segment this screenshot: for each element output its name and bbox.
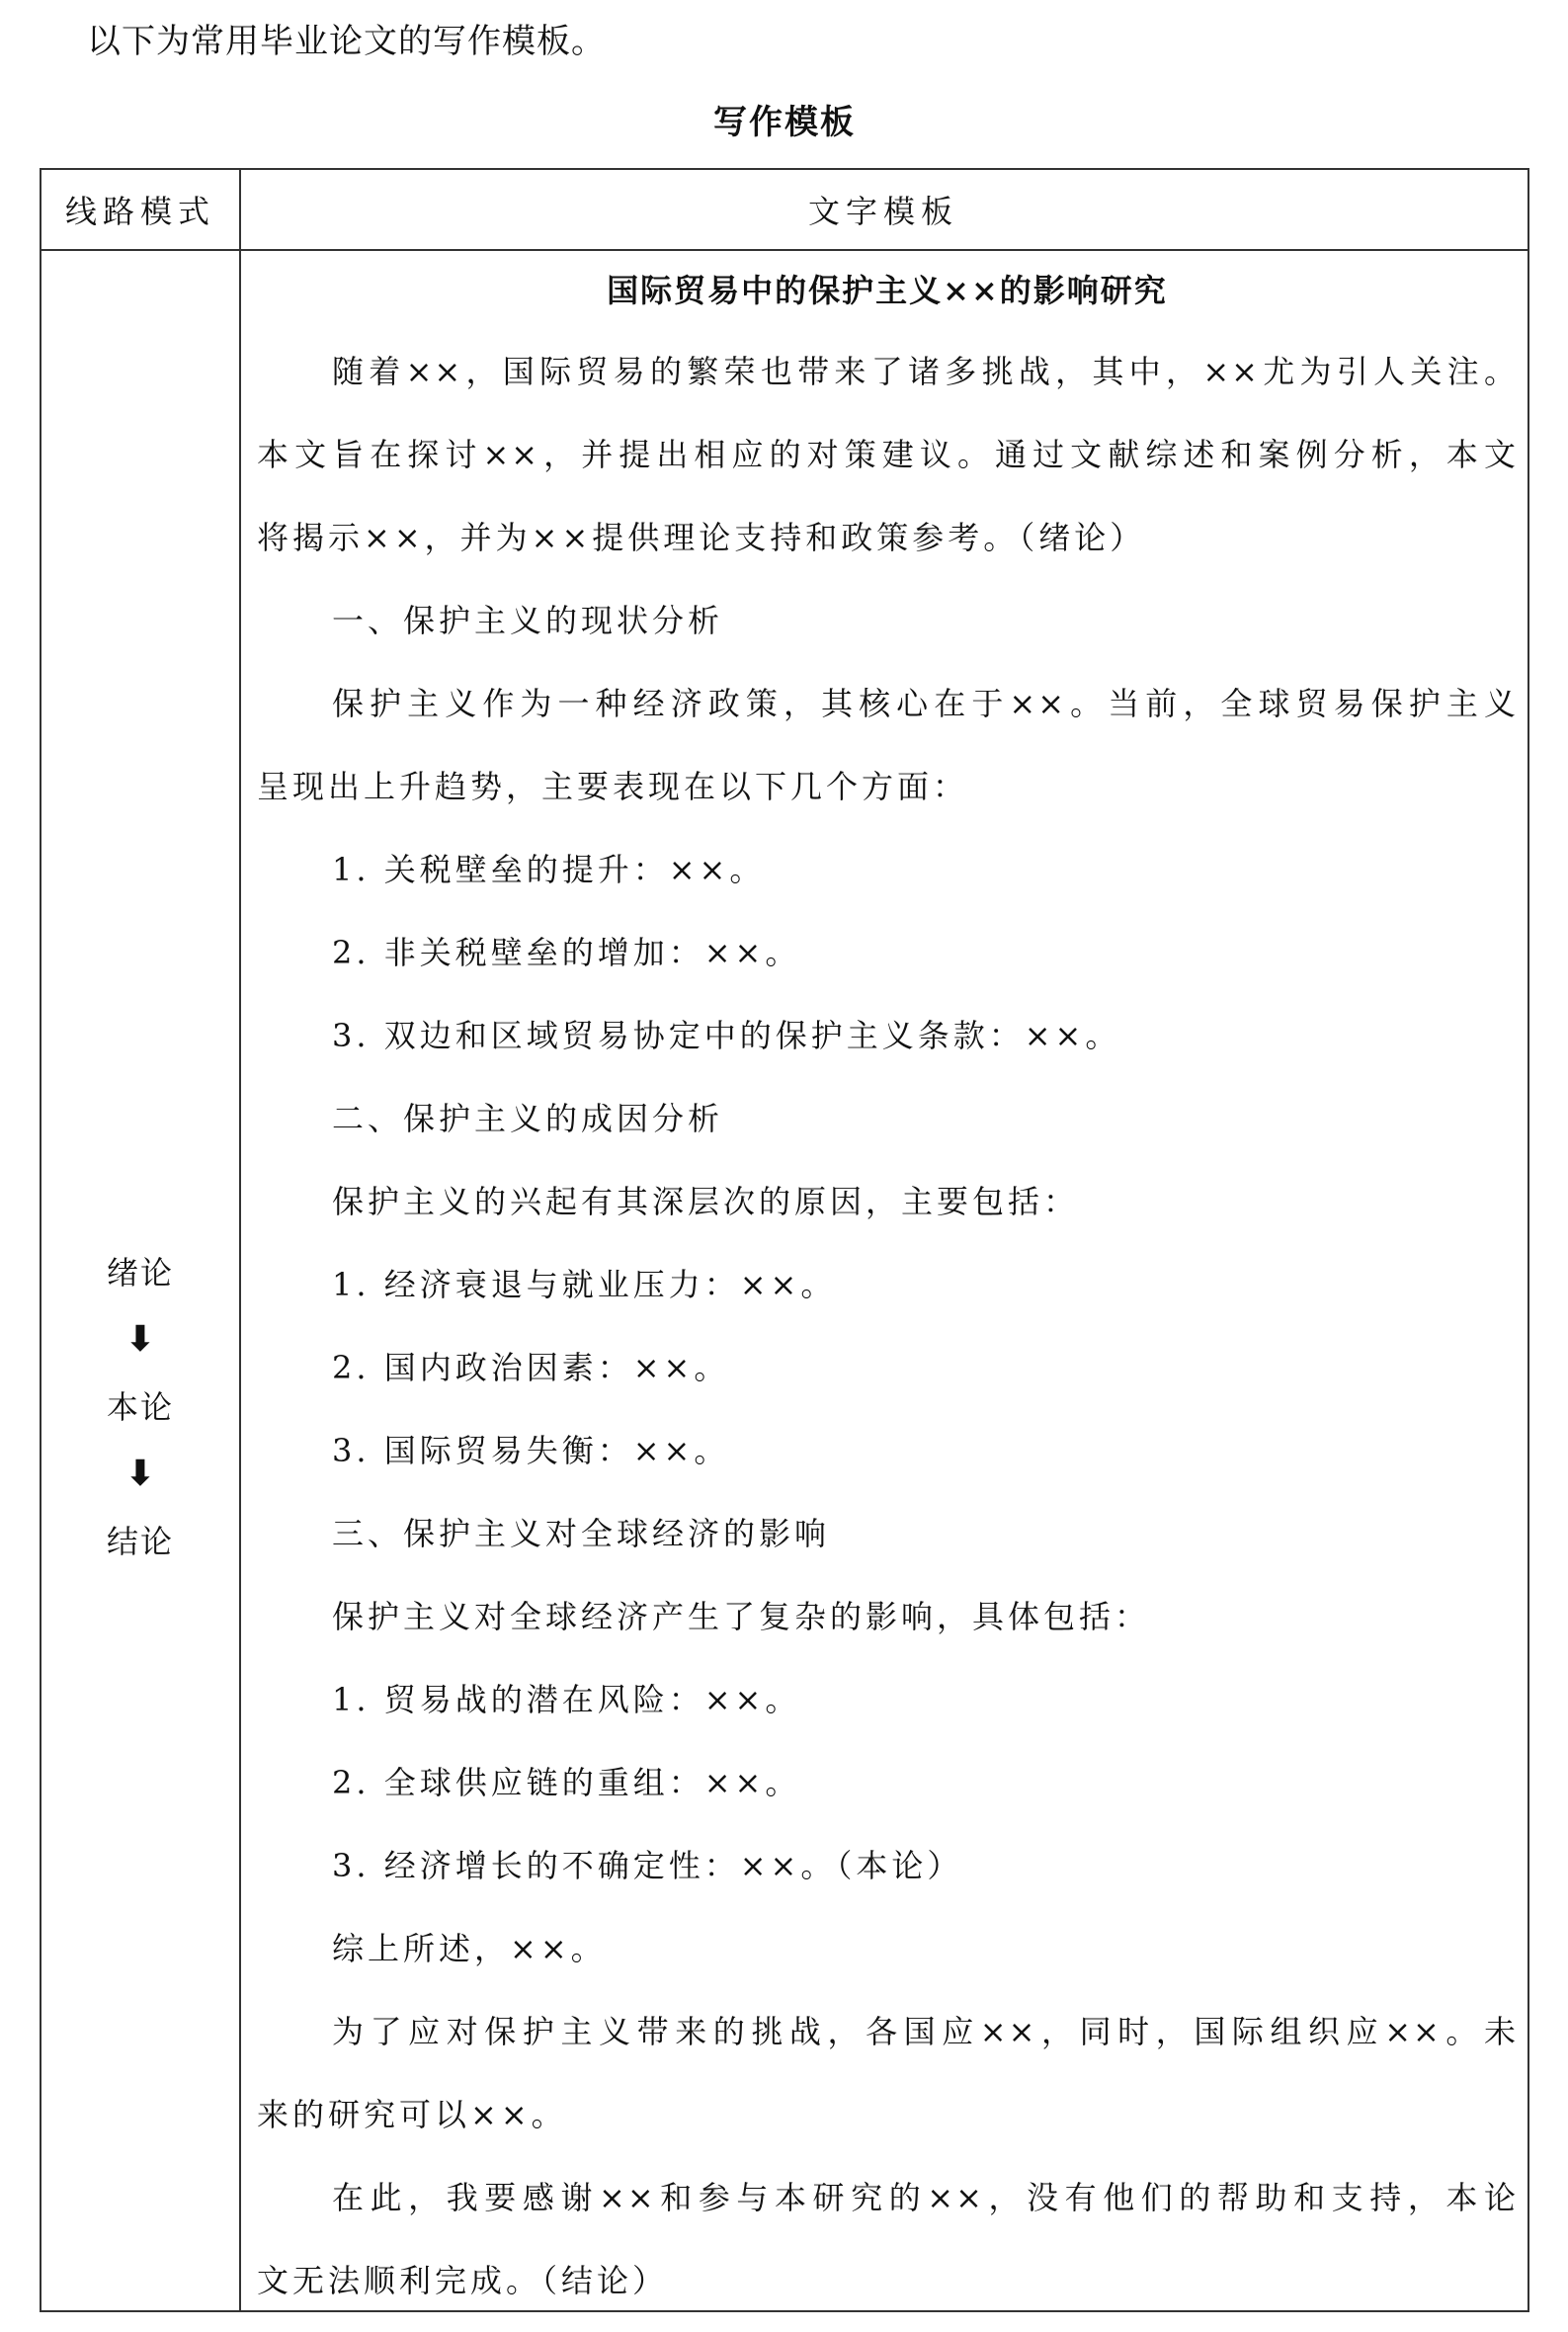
paragraph-line: 呈现出上升趋势，主要表现在以下几个方面： [257,768,969,805]
list-item: 2. 全球供应链的重组：××。 [332,1764,801,1801]
intro-text: 以下为常用毕业论文的写作模板。 [87,22,606,61]
list-item: 1. 经济衰退与就业压力：××。 [332,1266,837,1303]
list-item: 2. 非关税壁垒的增加：××。 [332,934,801,971]
paragraph-line: 保护主义的兴起有其深层次的原因，主要包括： [332,1183,1080,1220]
list-item: 3. 国际贸易失衡：××。 [332,1432,730,1469]
list-item: 1. 关税壁垒的提升：××。 [332,851,766,888]
paragraph-line: 本文旨在探讨××，并提出相应的对策建议。通过文献综述和案例分析，本文 [257,436,1518,473]
header-text-cell: 文字模板 [239,170,1527,251]
template-table [40,168,1529,2312]
article-title: 国际贸易中的保护主义××的影响研究 [607,272,1168,309]
mode-flow-column [41,251,239,2310]
paragraph-line: 综上所述，××。 [332,1930,607,1967]
document-title: 写作模板 [713,103,856,142]
list-item: 3. 经济增长的不确定性：××。（本论） [332,1847,963,1884]
list-item: 2. 国内政治因素：××。 [332,1349,730,1386]
paragraph-line: 来的研究可以××。 [257,2096,567,2133]
mode-conclusion-label: 结论 [106,1523,174,1560]
list-item: 1. 贸易战的潜在风险：××。 [332,1681,801,1718]
mode-intro-label: 绪论 [106,1254,174,1291]
arrow-down-icon: ⬇ [124,1454,156,1494]
section-heading: 一、保护主义的现状分析 [332,602,724,639]
paragraph-line: 文无法顺利完成。（结论） [257,2262,669,2299]
paragraph-line: 为了应对保护主义带来的挑战，各国应××，同时，国际组织应××。未 [332,2013,1518,2050]
section-heading: 三、保护主义对全球经济的影响 [332,1515,831,1552]
paragraph-line: 将揭示××，并为××提供理论支持和政策参考。（绪论） [257,519,1146,556]
template-text-cell [257,251,1518,2322]
paragraph-line: 保护主义作为一种经济政策，其核心在于××。当前，全球贸易保护主义 [332,685,1518,722]
column-divider [239,170,241,2310]
mode-body-label: 本论 [106,1388,174,1426]
section-heading: 二、保护主义的成因分析 [332,1100,724,1137]
arrow-down-icon: ⬇ [124,1319,156,1360]
paragraph-line: 保护主义对全球经济产生了复杂的影响，具体包括： [332,1598,1151,1635]
header-mode-cell: 线路模式 [41,170,239,251]
paragraph-line: 在此，我要感谢××和参与本研究的××，没有他们的帮助和支持，本论 [332,2179,1518,2216]
list-item: 3. 双边和区域贸易协定中的保护主义条款：××。 [332,1017,1121,1054]
paragraph-line: 随着××，国际贸易的繁荣也带来了诸多挑战，其中，××尤为引人关注。 [332,353,1518,390]
